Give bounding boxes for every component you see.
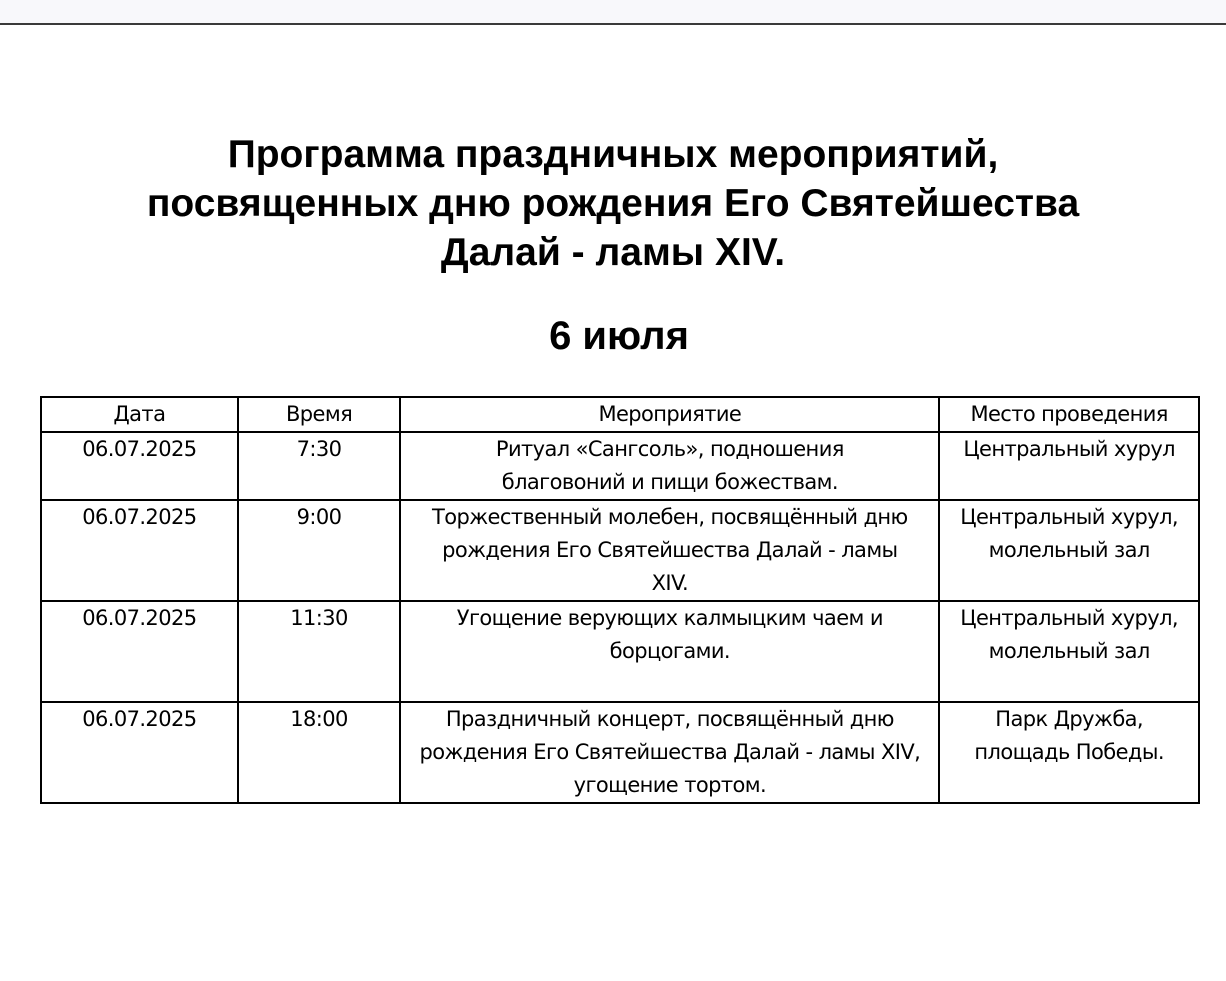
- header-venue: Место проведения: [939, 397, 1199, 432]
- cell-event: Праздничный концерт, посвящённый дню рождения Его Святейшества Далай - ламы XIV, угощение тортом.: [400, 702, 939, 803]
- table-row: [41, 702, 1199, 803]
- header-date: Дата: [41, 397, 238, 432]
- cell-date: 06.07.2025: [41, 601, 238, 702]
- cell-event: Ритуал «Сангсоль», подношения благовоний и пищи божествам.: [400, 432, 939, 500]
- schedule-table: [40, 396, 1200, 804]
- cell-time: 18:00: [238, 702, 401, 803]
- header-time: Время: [238, 397, 401, 432]
- top-bar: [0, 0, 1226, 25]
- date-heading: 6 июля: [549, 314, 689, 358]
- cell-venue: Парк Дружба, площадь Победы.: [939, 702, 1199, 803]
- cell-event: Торжественный молебен, посвящённый дню рождения Его Святейшества Далай - ламы XIV.: [400, 500, 939, 601]
- cell-venue: Центральный хурул, молельный зал: [939, 500, 1199, 601]
- cell-date: 06.07.2025: [41, 702, 238, 803]
- cell-venue: Центральный хурул, молельный зал: [939, 601, 1199, 702]
- page-title: [0, 130, 1226, 277]
- table-row: [41, 500, 1199, 601]
- title-line: посвященных дню рождения Его Святейшества: [146, 182, 1080, 225]
- header-event: Мероприятие: [400, 397, 939, 432]
- table-row: [41, 432, 1199, 500]
- table-header-row: [41, 397, 1199, 432]
- cell-venue: Центральный хурул: [939, 432, 1199, 500]
- title-line: Программа праздничных мероприятий,: [227, 133, 999, 176]
- cell-date: 06.07.2025: [41, 432, 238, 500]
- table-row: [41, 601, 1199, 702]
- cell-time: 9:00: [238, 500, 401, 601]
- cell-time: 7:30: [238, 432, 401, 500]
- cell-time: 11:30: [238, 601, 401, 702]
- title-line: Далай - ламы XIV.: [440, 231, 786, 274]
- cell-event: Угощение верующих калмыцким чаем и борцогами.: [400, 601, 939, 702]
- cell-date: 06.07.2025: [41, 500, 238, 601]
